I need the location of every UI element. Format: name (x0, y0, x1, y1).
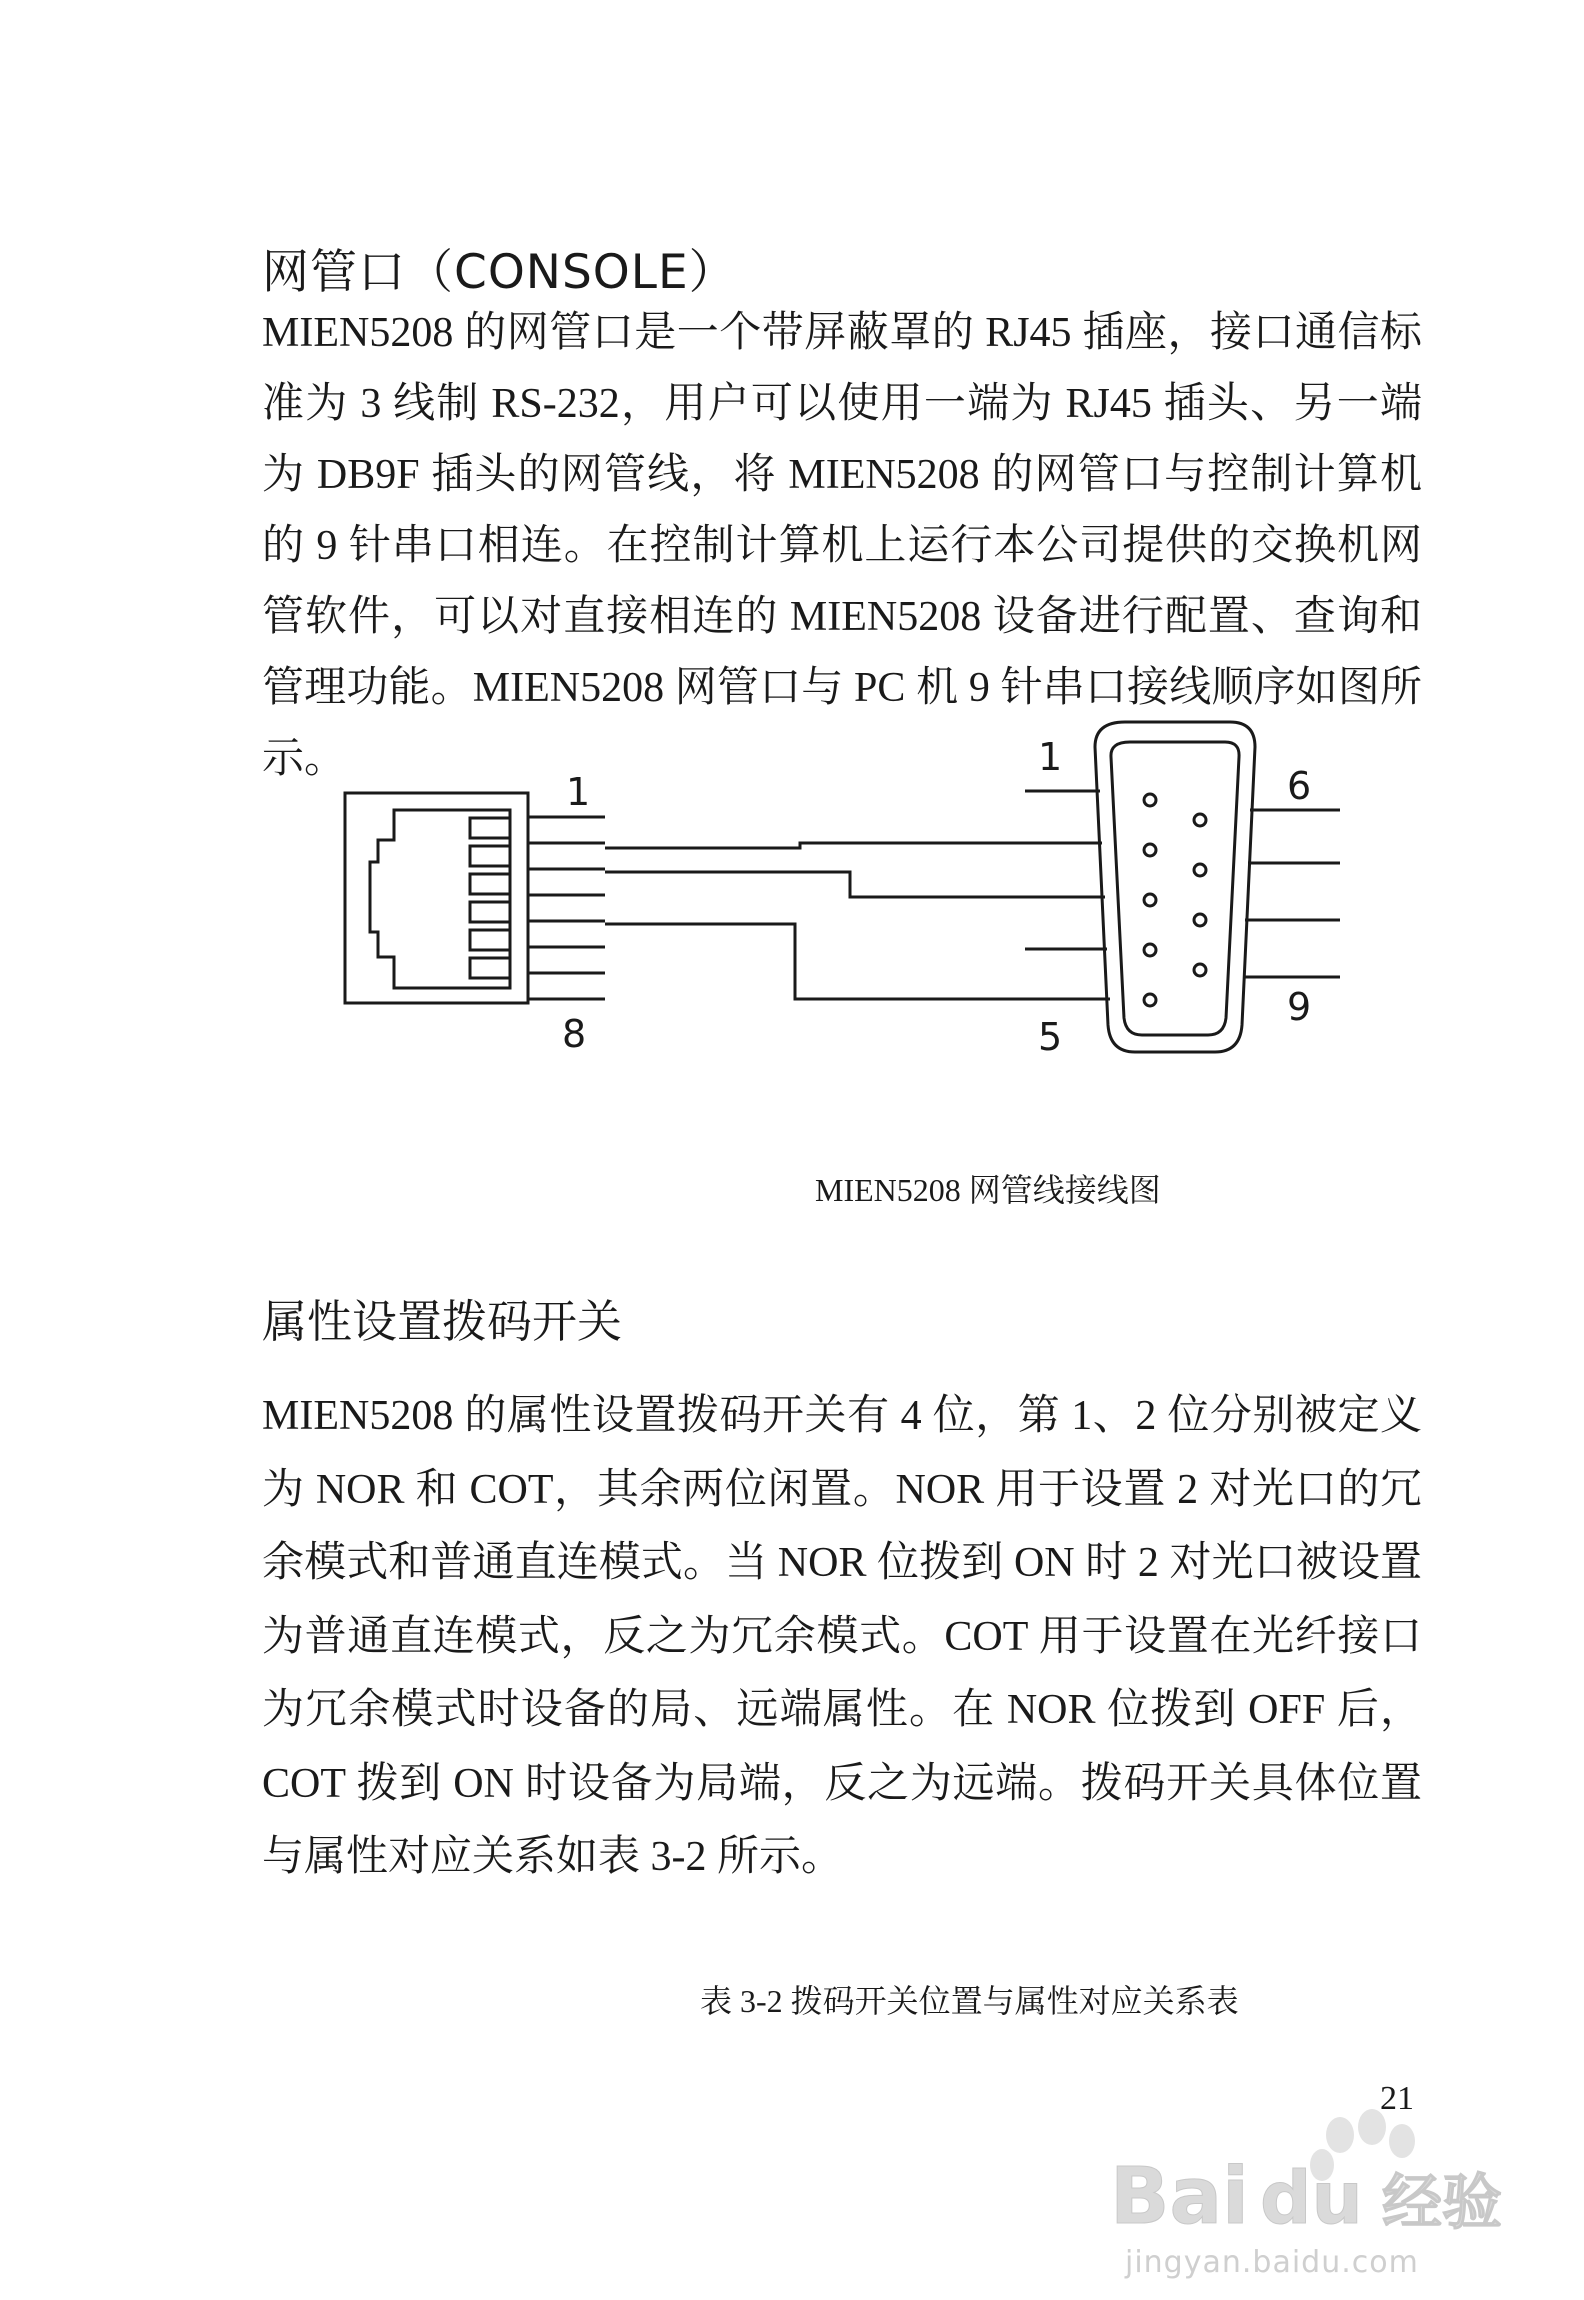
db9-hole (1194, 914, 1206, 926)
table-caption: 表 3-2 拨码开关位置与属性对应关系表 (700, 1983, 1239, 2019)
db9-hole (1144, 794, 1156, 806)
rj45-socket (345, 793, 528, 1003)
wiring-diagram (0, 700, 1584, 1120)
db9-hole (1144, 994, 1156, 1006)
rj45-label-1: 1 (566, 770, 591, 814)
db9-hole (1194, 814, 1206, 826)
db9-hole (1144, 944, 1156, 956)
figure-caption: MIEN5208 网管线接线图 (815, 1172, 1161, 1208)
db9-hole (1194, 864, 1206, 876)
wire-c (605, 924, 1025, 999)
db9-shell-inner (1111, 742, 1239, 1035)
db9-label-9: 9 (1287, 985, 1312, 1029)
dip-switch-paragraph: MIEN5208 的属性设置拨码开关有 4 位，第 1、2 位分别被定义为 NOR 和 COT，其余两位闲置。NOR 用于设置 2 对光口的冗余模式和普通直连模式。当 NOR 位拨到 ON 时 2 对光口被设置为普通直连模式，反之为冗余模式。COT 用于设置在光纤接口为冗余模式时设备的局、远端属性。在 NOR 位拨到 OFF 后，COT 拨到 ON 时设备为局端，反之为远端。拨码开关具体位置与属性对应关系如表 3-2 所示。 (262, 1393, 1422, 1880)
page-number: 21 (1380, 2080, 1414, 2117)
dip-switch-heading: 属性设置拨码开关 (262, 1295, 623, 1348)
db9-label-1: 1 (1038, 735, 1063, 779)
db9-hole (1144, 894, 1156, 906)
db9-shell-outer (1095, 722, 1255, 1052)
baidu-watermark-logo (1110, 2105, 1510, 2255)
console-paragraph: MIEN5208 的网管口是一个带屏蔽罩的 RJ45 插座，接口通信标准为 3 线制 RS-232，用户可以使用一端为 RJ45 插头、另一端为 DB9F 插头的网管线，将 MIEN5208 的网管口与控制计算机的 9 针串口相连。在控制计算机上运行本公司提供的交换机网管软件，可以对直接相连的 MIEN5208 设备进行配置、查询和管理功能。MIEN5208 网管口与 PC 机 9 针串口接线顺序如图所示。 (262, 310, 1422, 782)
wire-a (605, 843, 1025, 848)
rj45-label-8: 8 (562, 1012, 587, 1056)
db9-label-5: 5 (1038, 1015, 1063, 1059)
db9-hole (1194, 964, 1206, 976)
watermark-url: jingyan.baidu.com (1125, 2245, 1419, 2280)
watermark-brand-cn: 经验 (1382, 2168, 1502, 2238)
wire-b (605, 872, 1025, 897)
watermark-brand-du: du (1260, 2156, 1363, 2240)
console-heading: 网管口（CONSOLE） (262, 245, 737, 300)
db9-hole (1144, 844, 1156, 856)
db9-label-6: 6 (1287, 764, 1312, 808)
watermark-brand: Bai (1110, 2152, 1249, 2242)
rj45-contacts (470, 818, 510, 978)
